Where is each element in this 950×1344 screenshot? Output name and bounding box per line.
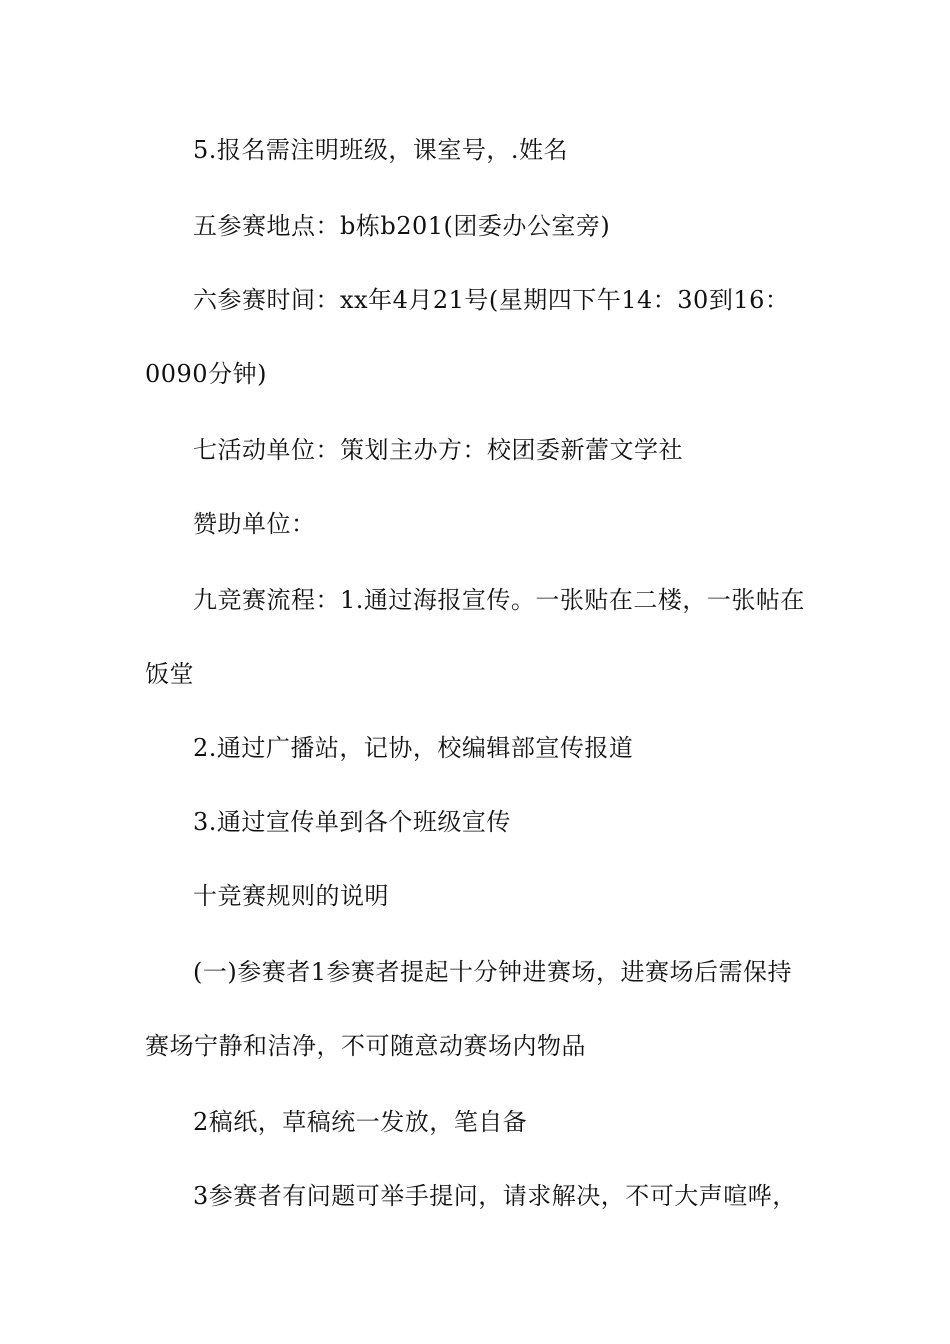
paragraph-venue: 五参赛地点：b栋b201(团委办公室旁) [193, 212, 611, 240]
paragraph-time-continued: 0090分钟) [145, 360, 267, 388]
paragraph-organizer: 七活动单位：策划主办方：校团委新蕾文学社 [193, 436, 683, 464]
paragraph-time: 六参赛时间：xx年4月21号(星期四下午14：30到16： [193, 286, 790, 314]
paragraph-process-step-2: 2.通过广播站，记协，校编辑部宣传报道 [193, 734, 634, 762]
paragraph-rule-2: 2稿纸，草稿统一发放，笔自备 [193, 1108, 528, 1136]
paragraph-process-continued: 饭堂 [145, 660, 194, 688]
paragraph-rules-heading: 十竞赛规则的说明 [193, 882, 389, 910]
paragraph-rule-3: 3参赛者有问题可举手提问，请求解决，不可大声喧哗， [193, 1182, 797, 1210]
paragraph-process-step-3: 3.通过宣传单到各个班级宣传 [193, 808, 511, 836]
paragraph-registration-note: 5.报名需注明班级，课室号，.姓名 [193, 136, 569, 164]
paragraph-process: 九竞赛流程：1.通过海报宣传。一张贴在二楼，一张帖在 [193, 586, 805, 614]
paragraph-sponsor: 赞助单位： [193, 510, 316, 538]
paragraph-rule-1: (一)参赛者1参赛者提起十分钟进赛场，进赛场后需保持 [193, 958, 792, 986]
paragraph-rule-1-continued: 赛场宁静和洁净，不可随意动赛场内物品 [145, 1032, 586, 1060]
